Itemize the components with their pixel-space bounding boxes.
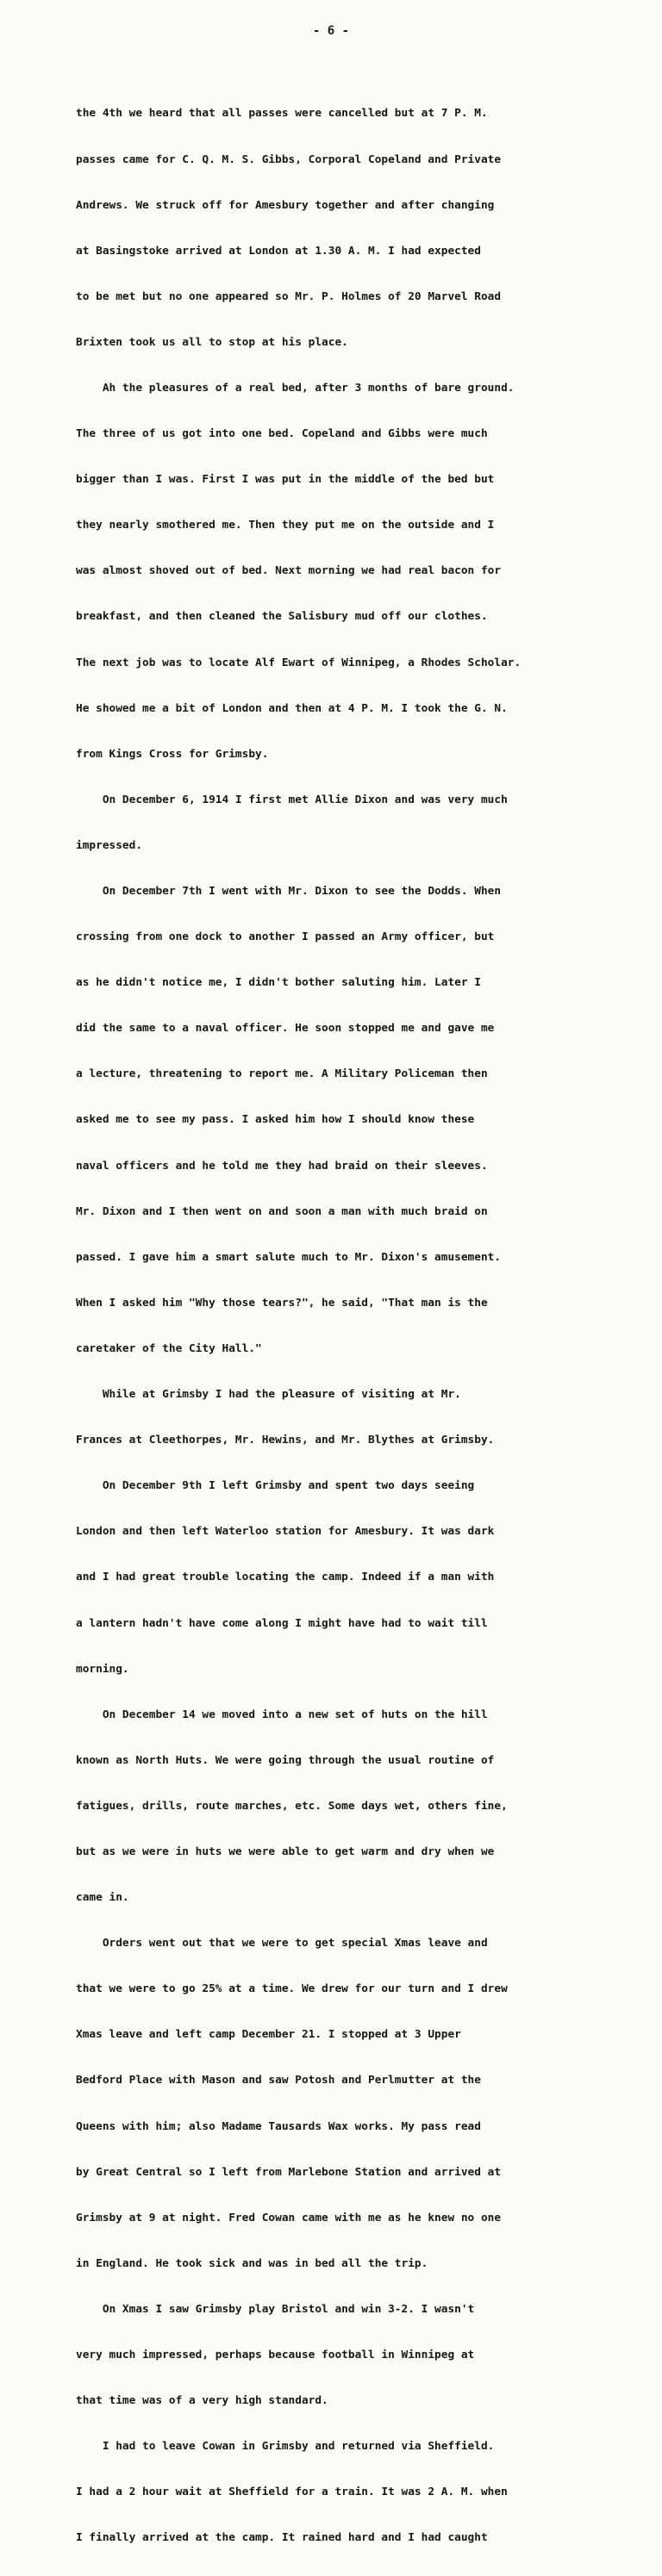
text-line: On December 7th I went with Mr. Dixon to see the Dodds. When [76,885,502,898]
text-line: but as we were in huts we were able to get warm and dry when we [76,1845,495,1858]
text-line: I had to leave Cowan in Grimsby and returned via Sheffield. [76,2440,495,2454]
text-line: Orders went out that we were to get special Xmas leave and [76,1937,488,1951]
text-line: the 4th we heard that all passes were cancelled but at 7 P. M. [76,107,488,121]
text-line: On Xmas I saw Grimsby play Bristol and win 3-2. I wasn't [76,2302,475,2316]
text-line: that we were to go 25% at a time. We drew for our turn and I drew [76,1982,508,1996]
text-line: known as North Huts. We were going through the usual routine of [76,1753,495,1767]
text-line: Mr. Dixon and I then went on and soon a man with much braid on [76,1204,488,1218]
text-line: caretaker of the City Hall." [76,1341,262,1355]
text-line: On December 6, 1914 I first met Allie Dixon and was very much [76,793,508,806]
page-number: - 6 - [312,24,350,38]
text-line: impressed. [76,838,143,852]
text-line: was almost shoved out of bed. Next morning we had real bacon for [76,564,502,578]
text-line: that time was of a very high standard. [76,2394,328,2408]
text-line: When I asked him "Why those tears?", he said, "That man is the [76,1296,488,1310]
text-line: On December 14 we moved into a new set of huts on the hill [76,1708,488,1721]
text-line: morning. [76,1662,129,1676]
text-line: On December 9th I left Grimsby and spent two days seeing [76,1479,475,1493]
text-line: While at Grimsby I had the pleasure of visiting at Mr. [76,1388,461,1402]
text-line: I finally arrived at the camp. It rained hard and I had caught [76,2531,488,2545]
text-line: crossing from one dock to another I passed an Army officer, but [76,930,495,944]
text-line: Xmas leave and left camp December 21. I stopped at 3 Upper [76,2028,461,2042]
text-line: asked me to see my pass. I asked him how I should know these [76,1113,475,1127]
text-line: Grimsby at 9 at night. Fred Cowan came with me as he knew no one [76,2211,502,2224]
text-line: fatigues, drills, route marches, etc. Some days wet, others fine, [76,1799,508,1813]
text-line: a lecture, threatening to report me. A Military Policeman then [76,1067,488,1081]
text-line: in England. He took sick and was in bed all the trip. [76,2256,428,2270]
text-line: by Great Central so I left from Marlebone Station and arrived at [76,2165,502,2179]
text-line: The three of us got into one bed. Copeland and Gibbs were much [76,427,488,441]
text-line: came in. [76,1891,129,1905]
text-line: The next job was to locate Alf Ewart of Winnipeg, a Rhodes Scholar. [76,656,521,669]
text-line: Andrews. We struck off for Amesbury together and after changing [76,198,495,212]
text-line: Brixten took us all to stop at his place. [76,335,348,349]
text-line: a lantern hadn't have come along I might have had to wait till [76,1616,488,1630]
text-line: bigger than I was. First I was put in the middle of the bed but [76,473,495,487]
text-line: Ah the pleasures of a real bed, after 3 months of bare ground. [76,381,515,395]
text-line: Queens with him; also Madame Tausards Wax works. My pass read [76,2119,481,2133]
text-line: from Kings Cross for Grimsby. [76,747,269,761]
text-line: I had a 2 hour wait at Sheffield for a train. It was 2 A. M. when [76,2486,508,2499]
text-line: they nearly smothered me. Then they put me on the outside and I [76,519,495,532]
text-line: Bedford Place with Mason and saw Potosh and Perlmutter at the [76,2074,481,2088]
text-line: at Basingstoke arrived at London at 1.30 A. M. I had expected [76,244,481,258]
text-line: breakfast, and then cleaned the Salisbury mud off our clothes. [76,610,488,624]
text-line: to be met but no one appeared so Mr. P. Holmes of 20 Marvel Road [76,289,502,303]
text-line: naval officers and he told me they had braid on their sleeves. [76,1159,488,1173]
text-line: and I had great trouble locating the camp. Indeed if a man with [76,1571,495,1584]
text-line: London and then left Waterloo station for Amesbury. It was dark [76,1525,495,1539]
text-line: very much impressed, perhaps because football in Winnipeg at [76,2349,475,2361]
text-line: passed. I gave him a smart salute much to Mr. Dixon's amusement. [76,1250,502,1264]
typewritten-body [76,76,628,2576]
text-line: Frances at Cleethorpes, Mr. Hewins, and Mr. Blythes at Grimsby. [76,1434,495,1447]
text-line: as he didn't notice me, I didn't bother saluting him. Later I [76,976,481,990]
text-line: He showed me a bit of London and then at 4 P. M. I took the G. N. [76,701,508,715]
text-line: did the same to a naval officer. He soon stopped me and gave me [76,1022,495,1036]
text-line: passes came for C. Q. M. S. Gibbs, Corporal Copeland and Private [76,152,502,166]
